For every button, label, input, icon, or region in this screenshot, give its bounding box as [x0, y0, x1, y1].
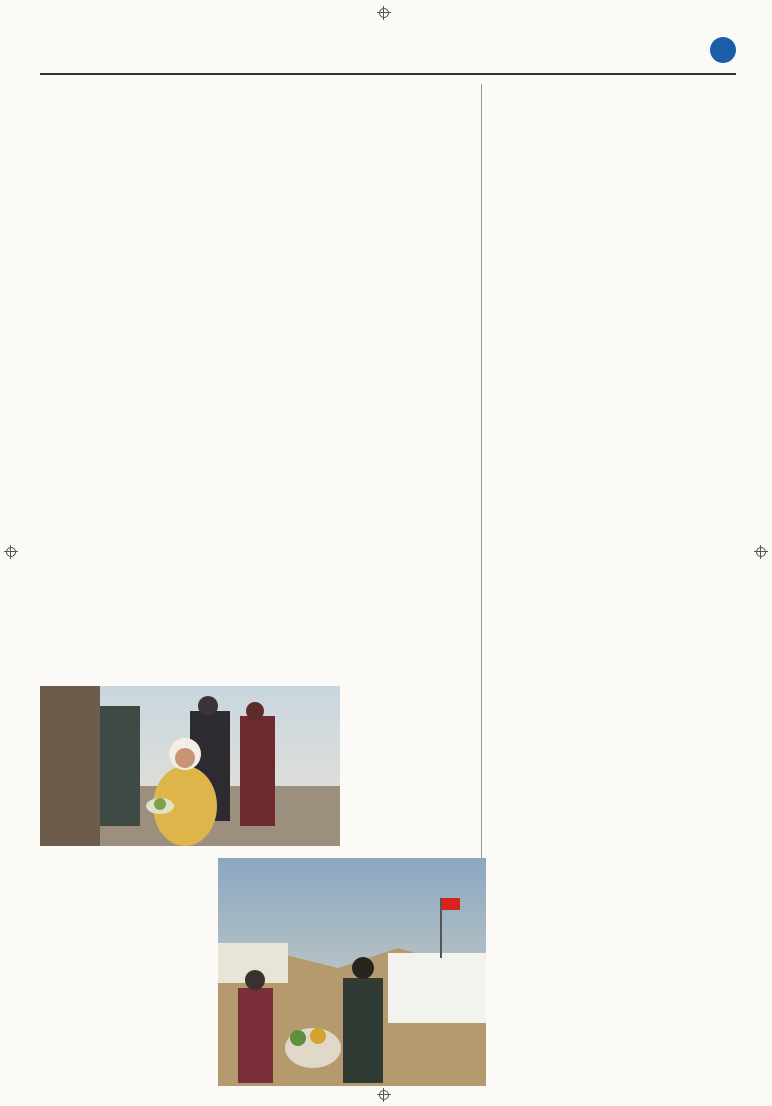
page-number [710, 37, 736, 63]
photo2-image [218, 858, 486, 1086]
registration-mark-left [4, 545, 18, 559]
header-rule [40, 73, 736, 75]
photo-volunteers-distributing-food [218, 858, 486, 1086]
photo1-caption-box [352, 740, 487, 755]
photo1-image [40, 686, 340, 846]
article2-column-bottom [510, 524, 740, 1084]
article2-column-top [510, 84, 670, 524]
article1-column-1 [40, 178, 250, 678]
registration-mark-top [377, 6, 391, 20]
photo-child-receiving-food [40, 686, 340, 846]
issue-date [50, 39, 63, 58]
registration-mark-right [754, 545, 768, 559]
article1-column-2 [260, 178, 470, 678]
photo2-caption-box [52, 948, 208, 963]
registration-mark-bottom [377, 1088, 391, 1102]
